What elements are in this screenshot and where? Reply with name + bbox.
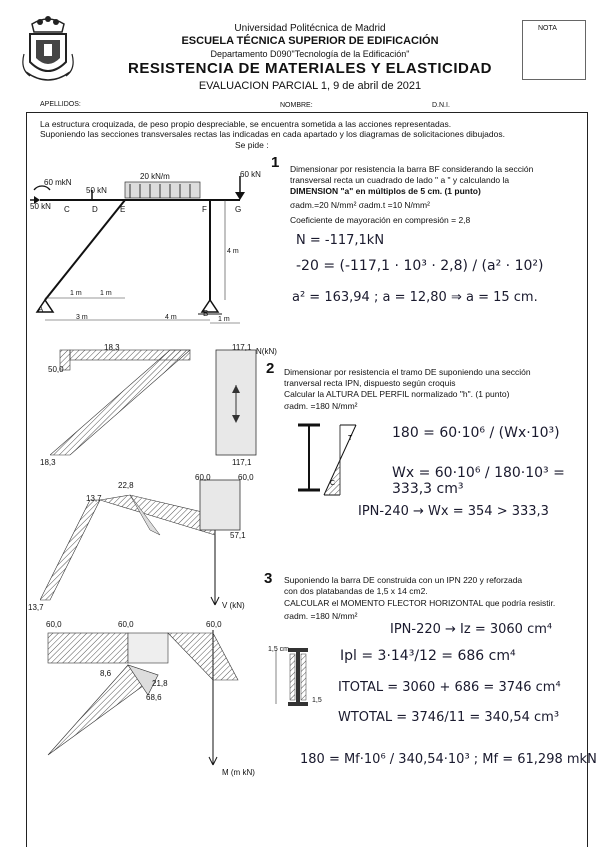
q2-number: 2 <box>266 360 275 377</box>
nota-box <box>522 20 586 80</box>
q3-text-2: con dos platabandas de 1,5 x 14 cm2. <box>284 586 428 596</box>
load-right: 60 kN <box>240 170 261 179</box>
q1-text-1: Dimensionar por resistencia la barra BF considerando la sección <box>290 164 534 174</box>
m-value-5: 21,8 <box>152 679 168 688</box>
m-value-3: 60,0 <box>206 620 222 629</box>
load-distributed: 20 kN/m <box>140 172 170 181</box>
q2-text-4: σadm. =180 N/mm² <box>284 401 358 411</box>
v-value-5: 57,1 <box>230 531 246 540</box>
node-g: G <box>235 205 242 214</box>
load-mid: 50 kN <box>86 186 107 195</box>
dim-1m-c: 1 m <box>218 316 230 323</box>
dni-label: D.N.I. <box>432 102 450 109</box>
q1-text-3: DIMENSION "a" en múltiplos de 5 cm. (1 punto) <box>290 186 481 196</box>
load-left: 50 kN <box>30 202 51 211</box>
node-e: E <box>120 205 126 214</box>
q2-text-1: Dimensionar por resistencia el tramo DE suponiendo una sección <box>284 367 531 377</box>
dim-3m: 3 m <box>76 314 88 321</box>
intro-se-pide: Se pide : <box>235 140 269 150</box>
q3-handwriting-3: ITOTAL = 3060 + 686 = 3746 cm⁴ <box>338 680 561 695</box>
section-dim-2: 1,5 <box>312 697 322 704</box>
n-value-bottom: 18,3 <box>40 458 56 467</box>
course-title: RESISTENCIA DE MATERIALES Y ELASTICIDAD <box>128 60 492 77</box>
q3-handwriting-1: IPN-220 → Iz = 3060 cm⁴ <box>390 622 553 637</box>
q1-handwriting-2: -20 = (-117,1 · 10³ · 2,8) / (a² · 10²) <box>296 258 544 274</box>
q2-text-3: Calcular la ALTURA DEL PERFIL normalizado "h". (1 punto) <box>284 389 510 399</box>
node-d: D <box>92 205 98 214</box>
v-value-4: 60,0 <box>238 473 254 482</box>
q3-handwriting-5: 180 = Mf·10⁶ / 340,54·10³ ; Mf = 61,298 mkN <box>300 752 597 767</box>
load-moment: 60 mkN <box>44 178 72 187</box>
university-seal <box>22 14 74 86</box>
nota-label: NOTA <box>538 25 557 32</box>
dim-height: 4 m <box>227 248 239 255</box>
v-value-2: 22,8 <box>118 481 134 490</box>
ipn-section-sketch <box>290 420 380 500</box>
q1-handwriting-1: N = -117,1kN <box>296 233 385 248</box>
shear-diagram <box>40 475 265 610</box>
q1-text-5: Coeficiente de mayoración en compresión = 2,8 <box>290 215 471 225</box>
apellidos-label: APELLIDOS: <box>40 101 81 108</box>
node-c: C <box>64 205 70 214</box>
node-f: F <box>202 205 207 214</box>
department-name: Departamento D090"Tecnología de la Edificación" <box>210 49 410 59</box>
node-b: B <box>203 309 209 318</box>
m-axis-label: M (m kN) <box>222 768 255 777</box>
section-dim-1: 1,5 cm <box>268 646 290 653</box>
q1-text-4: σadm.=20 N/mm² σadm.t =10 N/mm² <box>290 200 430 210</box>
intro-line-1: La estructura croquizada, de peso propio despreciable, se encuentra sometida a las acciones representadas. <box>40 119 452 129</box>
school-name: ESCUELA TÉCNICA SUPERIOR DE EDIFICACIÓN <box>181 35 439 47</box>
q3-number: 3 <box>264 570 273 587</box>
n-value-right-bottom: 117,1 <box>232 458 252 467</box>
svg-text:T: T <box>348 435 353 442</box>
q1-number: 1 <box>271 154 280 171</box>
university-name: Universidad Politécnica de Madrid <box>234 23 386 34</box>
q2-handwriting-3: IPN-240 → Wx = 354 > 333,3 <box>358 504 549 519</box>
dim-1m-a: 1 m <box>70 290 82 297</box>
q3-handwriting-4: WTOTAL = 3746/11 = 340,54 cm³ <box>338 710 560 725</box>
dim-4m: 4 m <box>165 314 177 321</box>
m-value-1: 60,0 <box>46 620 62 629</box>
dim-1m-b: 1 m <box>100 290 112 297</box>
nombre-label: NOMBRE: <box>280 102 313 109</box>
m-value-6: 68,6 <box>146 693 162 702</box>
n-axis-label: N(kN) <box>256 347 277 356</box>
exam-title: EVALUACION PARCIAL 1, 9 de abril de 2021 <box>198 80 422 92</box>
m-value-4: 8,6 <box>100 669 112 678</box>
q1-text-2: transversal recta un cuadrado de lado " a " y calculando la <box>290 175 510 185</box>
node-a: A <box>38 305 44 314</box>
v-value-1: 13,7 <box>86 494 102 503</box>
axial-diagram <box>50 345 260 465</box>
v-value-3: 60,0 <box>195 473 211 482</box>
svg-text:C: C <box>330 480 336 487</box>
q3-text-4: σadm. =180 N/mm² <box>284 611 358 621</box>
q2-handwriting-2: Wx = 60·10⁶ / 180·10³ = 333,3 cm³ <box>392 465 565 497</box>
n-value-left: 50,0 <box>48 365 64 374</box>
intro-line-2: Suponiendo las secciones transversales rectas las indicadas en cada apartado y los diagramas de solicitaciones dibujados. <box>40 129 505 139</box>
m-value-2: 60,0 <box>118 620 134 629</box>
n-value-right-top: 117,1 <box>232 343 252 352</box>
q3-handwriting-2: Ipl = 3·14³/12 = 686 cm⁴ <box>340 648 516 664</box>
q3-text-1: Suponiendo la barra DE construida con un IPN 220 y reforzada <box>284 575 523 585</box>
v-axis-label: V (kN) <box>222 601 245 610</box>
q2-text-2: tranversal recta IPN, dispuesto según croquis <box>284 378 456 388</box>
q1-handwriting-3: a² = 163,94 ; a = 12,80 ⇒ a = 15 cm. <box>292 290 538 305</box>
n-value-top: 18,3 <box>104 343 120 352</box>
v-value-6: 13,7 <box>28 603 44 612</box>
q3-text-3: CALCULAR el MOMENTO FLECTOR HORIZONTAL que podría resistir. <box>284 598 556 608</box>
q2-handwriting-1: 180 = 60·10⁶ / (Wx·10³) <box>392 425 560 441</box>
